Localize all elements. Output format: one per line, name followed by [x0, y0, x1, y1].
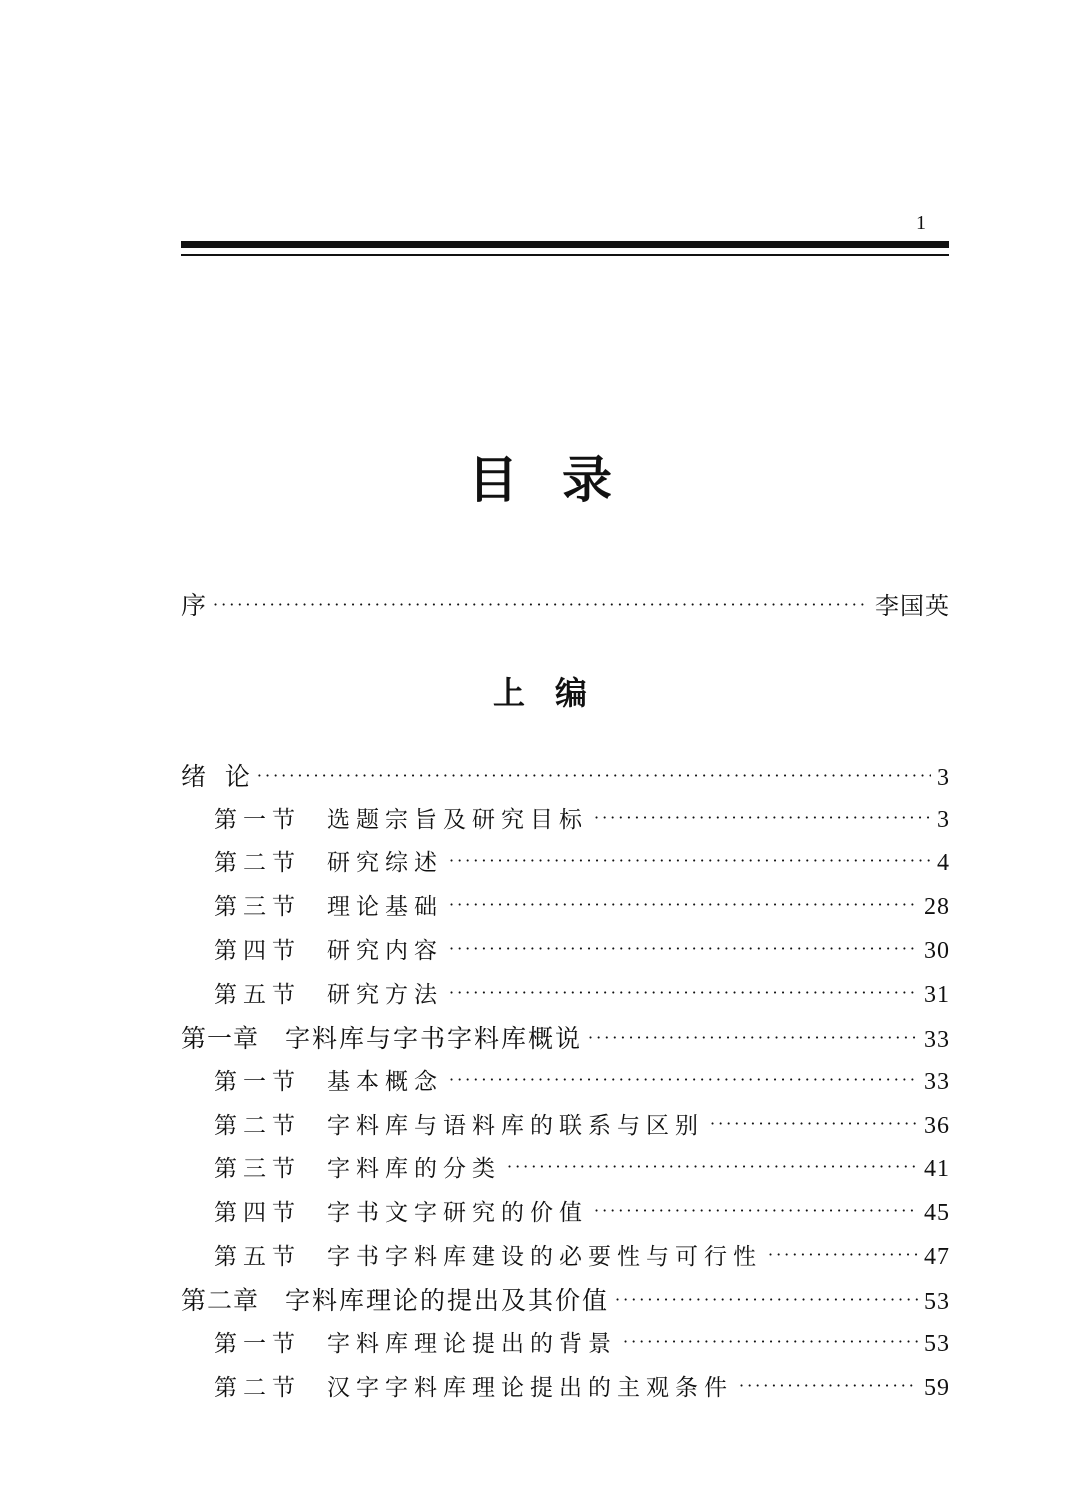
toc-label: 第一节: [214, 1069, 301, 1095]
toc-page-number: 45: [924, 1200, 950, 1226]
toc-title: 字料库与语料库的联系与区别: [327, 1113, 704, 1139]
toc-label: 第一节: [214, 1331, 301, 1357]
toc-row-section[interactable]: [181, 1150, 950, 1184]
leader-dots: [449, 1070, 918, 1089]
toc-page-number: 41: [924, 1156, 950, 1182]
toc-title: 字料库理论的提出及其价值: [285, 1286, 610, 1315]
leader-dots: [739, 1376, 918, 1395]
toc-row-section[interactable]: [181, 1238, 950, 1272]
toc-page-number: 33: [924, 1027, 950, 1053]
toc-label: 第四节: [214, 938, 301, 964]
toc-title: 研究方法: [327, 982, 443, 1008]
toc-label: 第二节: [214, 1113, 301, 1139]
toc-page-number: 31: [924, 982, 950, 1008]
toc-label: 第二章: [181, 1286, 260, 1315]
toc-row-section[interactable]: [181, 1194, 950, 1228]
toc-label: 第三节: [214, 894, 301, 920]
toc-row-section[interactable]: [181, 844, 950, 878]
leader-dots: [507, 1157, 918, 1176]
leader-dots: [594, 1201, 918, 1220]
toc-page-number: 3: [937, 765, 950, 791]
toc-page-number: 28: [924, 894, 950, 920]
toc-label: 第二节: [214, 850, 301, 876]
toc-row-section[interactable]: [181, 1063, 950, 1097]
toc-author: 李国英: [875, 594, 950, 620]
toc-page-number: 53: [924, 1331, 950, 1357]
toc-row-section[interactable]: [181, 1325, 950, 1359]
leader-dots: [623, 1332, 918, 1351]
toc-label: 第一章: [181, 1024, 260, 1053]
toc-row-chapter[interactable]: [181, 757, 950, 791]
toc-row-section[interactable]: [181, 888, 950, 922]
leader-dots: [257, 766, 931, 785]
toc-row-section[interactable]: [181, 1107, 950, 1141]
toc-row-preface[interactable]: [181, 586, 950, 620]
toc-row-section[interactable]: [181, 976, 950, 1010]
toc-label: 第五节: [214, 1244, 301, 1270]
leader-dots: [710, 1114, 918, 1133]
toc-title: 研究综述: [327, 850, 443, 876]
toc-title: 字书字料库建设的必要性与可行性: [327, 1244, 762, 1270]
toc-label: 绪 论: [181, 762, 251, 791]
leader-dots: [594, 808, 931, 827]
leader-dots: [449, 851, 931, 870]
toc-row-chapter[interactable]: [181, 1281, 950, 1315]
part-title: 上编: [492, 674, 617, 712]
toc-row-section[interactable]: [181, 932, 950, 966]
toc-page-number: 59: [924, 1375, 950, 1401]
leader-dots: [768, 1245, 918, 1264]
toc-row-section[interactable]: [181, 801, 950, 835]
toc-page-number: 53: [924, 1289, 950, 1315]
toc-page-number: 47: [924, 1244, 950, 1270]
toc-label: 第三节: [214, 1156, 301, 1182]
leader-dots: [449, 939, 918, 958]
toc-page-number: 30: [924, 938, 950, 964]
leader-dots: [588, 1028, 918, 1047]
leader-dots: [449, 983, 918, 1002]
page-number: 1: [916, 212, 926, 234]
toc-label: 序: [181, 591, 208, 620]
toc-title: 字料库与字书字料库概说: [285, 1024, 583, 1053]
leader-dots: [213, 595, 869, 614]
toc-title: 汉字字料库理论提出的主观条件: [327, 1375, 733, 1401]
toc-label: 第一节: [214, 807, 301, 833]
toc-page-number: 3: [937, 807, 950, 833]
toc-title: 字料库的分类: [327, 1156, 501, 1182]
toc-title: 理论基础: [327, 894, 443, 920]
toc-title: 字料库理论提出的背景: [327, 1331, 617, 1357]
toc-label: 第二节: [214, 1375, 301, 1401]
toc-title: 基本概念: [327, 1069, 443, 1095]
toc-label: 第五节: [214, 982, 301, 1008]
toc-row-section[interactable]: [181, 1369, 950, 1403]
toc-title: 字书文字研究的价值: [327, 1200, 588, 1226]
toc-title: 研究内容: [327, 938, 443, 964]
leader-dots: [615, 1290, 918, 1309]
leader-dots: [449, 895, 918, 914]
toc-page-number: 36: [924, 1113, 950, 1139]
header-rule-thin: [181, 254, 949, 256]
toc-page-number: 33: [924, 1069, 950, 1095]
toc-page-number: 4: [937, 850, 950, 876]
toc-label: 第四节: [214, 1200, 301, 1226]
page-title: 目录: [468, 451, 656, 509]
header-rule-thick: [181, 241, 949, 248]
toc-row-chapter[interactable]: [181, 1019, 950, 1053]
toc-title: 选题宗旨及研究目标: [327, 807, 588, 833]
